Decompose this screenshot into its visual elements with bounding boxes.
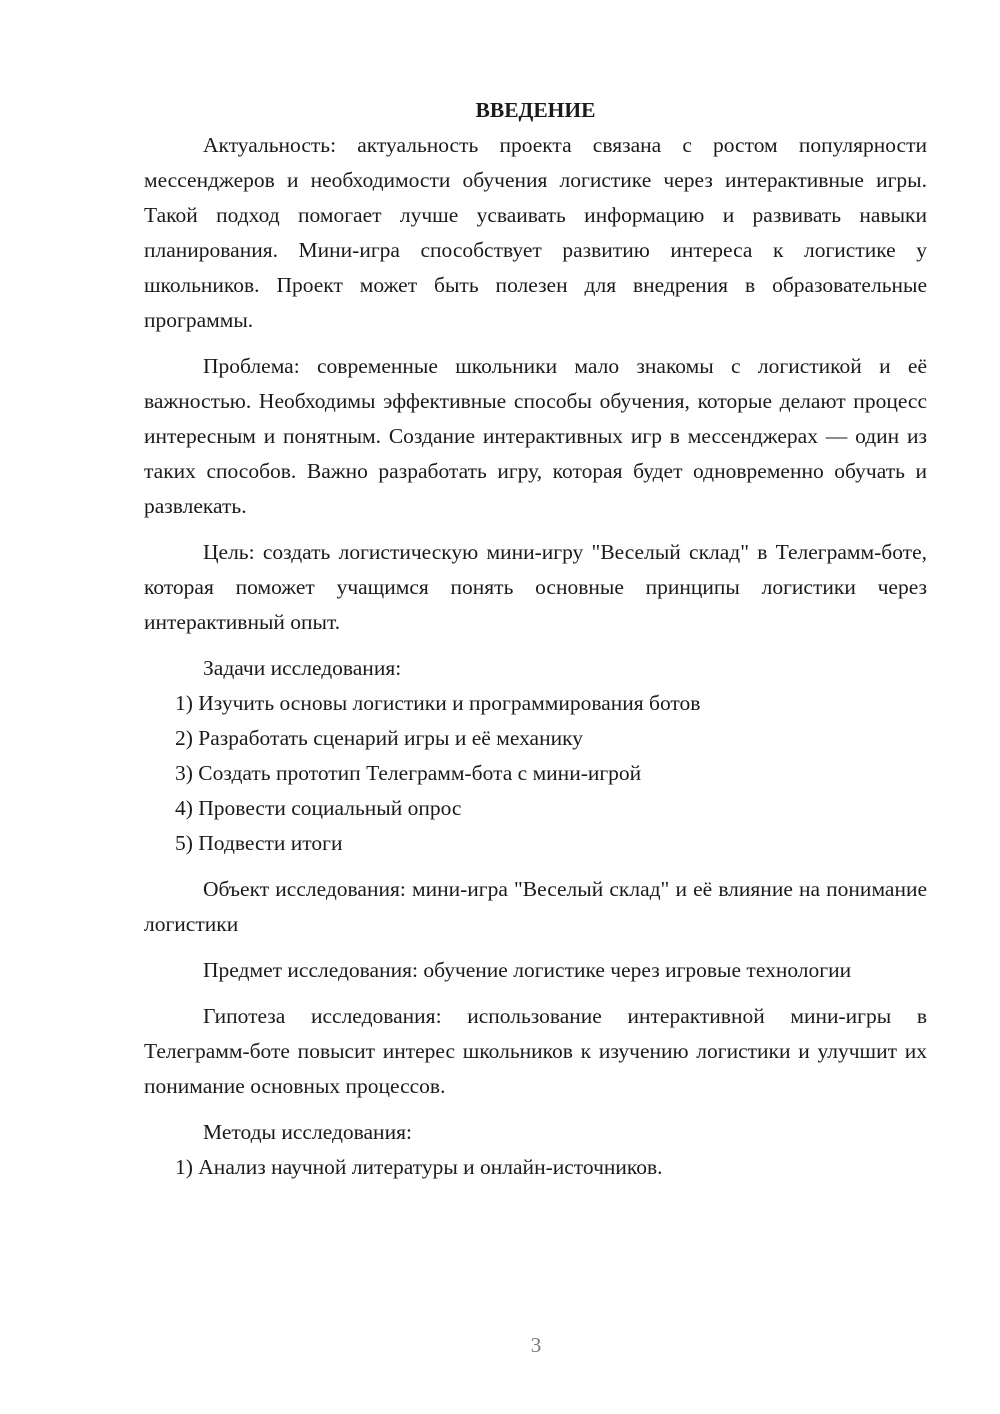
task-item-3: 3) Создать прототип Телеграмм-бота с мини-игрой — [175, 761, 642, 785]
goal-paragraph: Цель: создать логистическую мини-игру "Веселый склад" в Телеграмм-боте, которая поможет учащимся понять основные принципы логистики через интерактивный опыт. — [144, 540, 927, 634]
task-item-2: 2) Разработать сценарий игры и её механику — [175, 726, 583, 750]
tasks-heading: Задачи исследования: — [203, 656, 402, 680]
task-item-4: 4) Провести социальный опрос — [175, 796, 462, 820]
actuality-paragraph: Актуальность: актуальность проекта связана с ростом популярности мессенджеров и необходимости обучения логистике через интерактивные игры. Такой подход помогает лучше усваивать информацию и развивать навыки планирования. Мини-игра способствует развитию интереса к логистике у школьников. Проект может быть полезен для внедрения в образовательные программы. — [144, 133, 927, 332]
methods-heading: Методы исследования: — [203, 1120, 412, 1144]
document-body — [144, 93, 927, 1185]
page-number: 3 — [530, 1333, 542, 1357]
subject-paragraph: Предмет исследования: обучение логистике через игровые технологии — [203, 958, 852, 982]
method-item-1: 1) Анализ научной литературы и онлайн-источников. — [175, 1155, 663, 1179]
object-paragraph: Объект исследования: мини-игра "Веселый склад" и её влияние на понимание логистики — [144, 877, 927, 936]
hypothesis-paragraph: Гипотеза исследования: использование интерактивной мини-игры в Телеграмм-боте повысит интерес школьников к изучению логистики и улучшит их понимание основных процессов. — [144, 1004, 927, 1098]
task-item-5: 5) Подвести итоги — [175, 831, 343, 855]
problem-paragraph: Проблема: современные школьники мало знакомы с логистикой и её важностью. Необходимы эффективные способы обучения, которые делают процесс интересным и понятным. Создание интерактивных игр в мессенджерах — один из таких способов. Важно разработать игру, которая будет одновременно обучать и развлекать. — [144, 354, 927, 518]
task-item-1: 1) Изучить основы логистики и программирования ботов — [175, 691, 701, 715]
section-title: ВВЕДЕНИЕ — [475, 98, 596, 122]
